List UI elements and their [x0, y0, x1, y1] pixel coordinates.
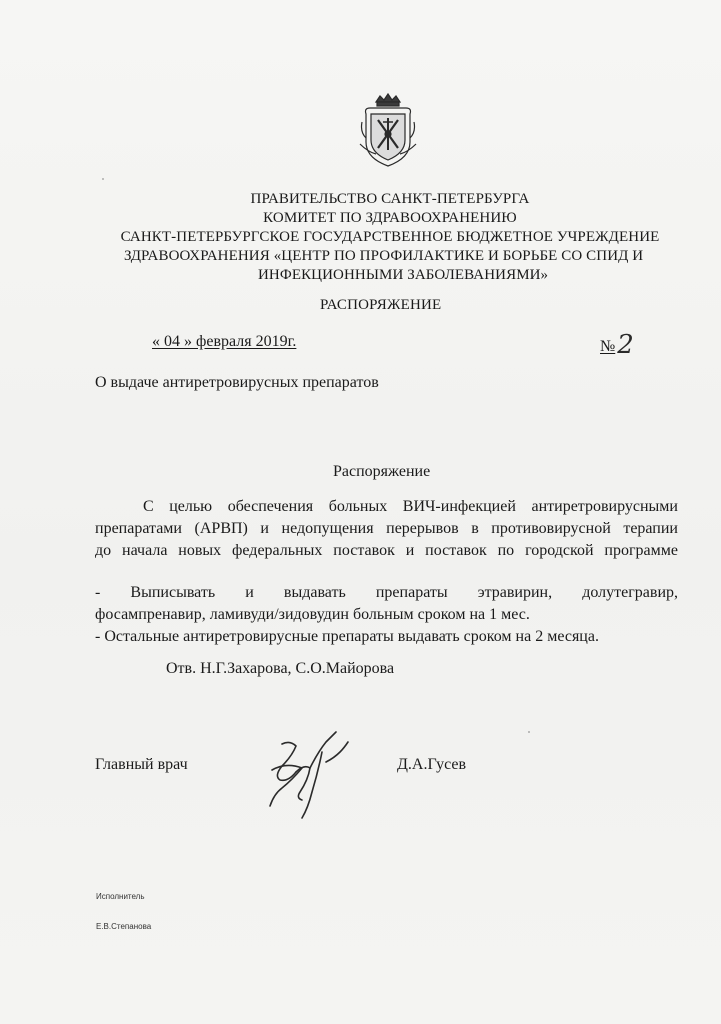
- header-committee: КОМИТЕТ ПО ЗДРАВООХРАНЕНИЮ: [263, 210, 517, 226]
- header-institution-line1: САНКТ-ПЕТЕРБУРГСКОЕ ГОСУДАРСТВЕННОЕ БЮДЖЕТНОЕ УЧРЕЖДЕНИЕ: [120, 229, 660, 245]
- instruction-item-1-line2: фосампренавир, ламивуди/зидовудин больным сроком на 1 мес.: [95, 606, 530, 623]
- header-institution-line3: ИНФЕКЦИОННЫМИ ЗАБОЛЕВАНИЯМИ»: [258, 267, 549, 283]
- document-type-title: РАСПОРЯЖЕНИЕ: [320, 297, 442, 313]
- paragraph-line: С целью обеспечения больных ВИЧ-инфекцией антиретровирусными: [143, 498, 678, 515]
- body-title: Распоряжение: [333, 463, 431, 480]
- number-handwritten-value: 2: [617, 330, 634, 360]
- signer-name: Д.А.Гусев: [397, 756, 467, 773]
- document-subject: О выдаче антиретровирусных препаратов: [95, 374, 379, 391]
- document-date: [152, 333, 296, 351]
- document-date-text: « 04 » февраля 2019г.: [152, 333, 297, 350]
- executor-label: Исполнитель: [96, 892, 145, 901]
- executor-name: Е.В.Степанова: [96, 922, 152, 931]
- main-paragraph: [95, 496, 678, 562]
- organization-header: [110, 190, 670, 285]
- responsible-persons: Отв. Н.Г.Захарова, С.О.Майорова: [166, 660, 395, 677]
- paper-speck: [528, 731, 530, 733]
- paper-speck: [102, 178, 104, 180]
- number-label: №: [600, 338, 616, 355]
- header-institution-line2: ЗДРАВООХРАНЕНИЯ «ЦЕНТР ПО ПРОФИЛАКТИКЕ И БОРЬБЕ СО СПИД И: [124, 248, 644, 264]
- signer-role: Главный врач: [95, 756, 188, 773]
- coat-of-arms-emblem: [358, 92, 418, 170]
- instruction-item-2: - Остальные антиретровирусные препараты выдавать сроком на 2 месяца.: [95, 628, 599, 645]
- header-government: ПРАВИТЕЛЬСТВО САНКТ-ПЕТЕРБУРГА: [250, 191, 530, 207]
- instruction-item-1-line1: - Выписывать и выдавать препараты этравирин, долутегравир,: [95, 584, 678, 601]
- handwritten-signature: [252, 722, 362, 822]
- document-number: [600, 328, 634, 358]
- paragraph-line: до начала новых федеральных поставок и поставок по городской программе: [95, 542, 678, 559]
- paragraph-line: препаратами (АРВП) и недопущения перерывов в противовирусной терапии: [95, 520, 678, 537]
- instruction-list: [95, 582, 678, 648]
